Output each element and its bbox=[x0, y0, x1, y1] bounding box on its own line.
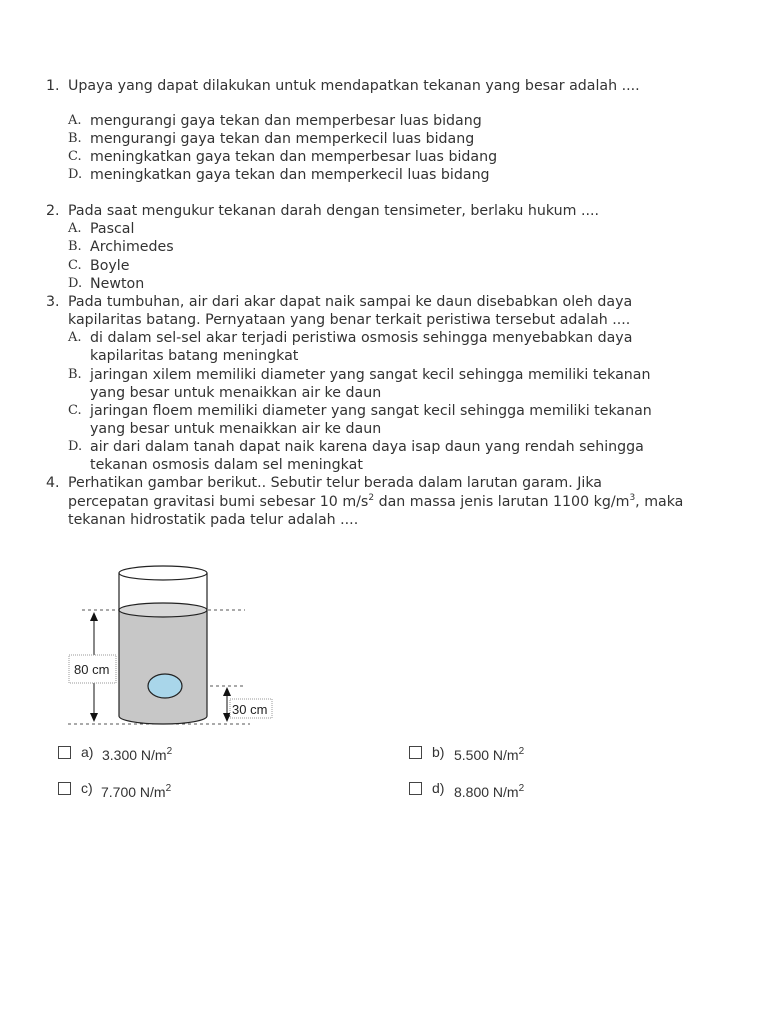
q3-option-b-line-1: jaringan xilem memiliki diameter yang sangat kecil sehingga memiliki tekanan bbox=[90, 367, 651, 383]
q3-option-d-letter: D. bbox=[68, 439, 83, 454]
q3-option-c-line-1: jaringan floem memiliki diameter yang sangat kecil sehingga memiliki tekanan bbox=[90, 403, 652, 419]
q2-option-c: Boyle bbox=[90, 258, 130, 274]
q1-option-c: meningkatkan gaya tekan dan memperbesar luas bidang bbox=[90, 149, 498, 165]
q2-option-d: Newton bbox=[90, 276, 145, 292]
question-4-text-line-3: tekanan hidrostatik pada telur adalah .... bbox=[68, 512, 359, 528]
q3-option-a-letter: A. bbox=[68, 330, 82, 345]
q3-option-d-line-1: air dari dalam tanah dapat naik karena daya isap daun yang rendah sehingga bbox=[90, 439, 644, 455]
q2-option-b: Archimedes bbox=[90, 239, 174, 255]
question-1-number: 1. bbox=[46, 78, 60, 94]
height-label: 80 cm bbox=[74, 662, 110, 677]
q3-option-b-line-2: yang besar untuk menaikkan air ke daun bbox=[90, 385, 382, 401]
question-3-text-line-1: Pada tumbuhan, air dari akar dapat naik sampai ke daun disebabkan oleh daya bbox=[68, 294, 633, 310]
question-4-number: 4. bbox=[46, 475, 60, 491]
q1-option-a: mengurangi gaya tekan dan memperbesar luas bidang bbox=[90, 113, 482, 129]
q3-option-c-line-2: yang besar untuk menaikkan air ke daun bbox=[90, 421, 382, 437]
q3-option-c-letter: C. bbox=[68, 403, 82, 418]
answer-b-checkbox[interactable] bbox=[409, 746, 422, 759]
q3-option-a-line-2: kapilaritas batang meningkat bbox=[90, 348, 299, 364]
egg-height-arrow-top-head bbox=[223, 687, 231, 696]
q3-option-b-letter: B. bbox=[68, 367, 82, 382]
q2-option-d-letter: D. bbox=[68, 276, 83, 291]
question-3-text-line-2: kapilaritas batang. Pernyataan yang benar terkait peristiwa tersebut adalah .... bbox=[68, 312, 631, 328]
q1-option-b-letter: B. bbox=[68, 131, 82, 146]
q2-option-a: Pascal bbox=[90, 221, 135, 237]
glass-rim bbox=[119, 566, 207, 580]
q3-option-a-line-1: di dalam sel-sel akar terjadi peristiwa osmosis sehingga menyebabkan daya bbox=[90, 330, 633, 346]
height-arrow-top-head bbox=[90, 612, 98, 621]
question-4-text-line-1: Perhatikan gambar berikut.. Sebutir telur berada dalam larutan garam. Jika bbox=[68, 475, 603, 491]
q2-option-b-letter: B. bbox=[68, 239, 82, 254]
q1-option-b: mengurangi gaya tekan dan memperkecil luas bidang bbox=[90, 131, 475, 147]
answer-c-letter: c) bbox=[81, 780, 93, 796]
beaker-figure bbox=[60, 560, 280, 732]
q3-option-d-line-2: tekanan osmosis dalam sel meningkat bbox=[90, 457, 363, 473]
answer-c-checkbox[interactable] bbox=[58, 782, 71, 795]
q1-option-d-letter: D. bbox=[68, 167, 83, 182]
height-arrow-bottom-head bbox=[90, 713, 98, 722]
answer-a-letter: a) bbox=[81, 744, 94, 760]
question-3-number: 3. bbox=[46, 294, 60, 310]
answer-c-value: 7.700 $N/m^2$ bbox=[101, 783, 172, 800]
question-2-text: Pada saat mengukur tekanan darah dengan tensimeter, berlaku hukum .... bbox=[68, 203, 600, 219]
answer-d-letter: d) bbox=[432, 780, 445, 796]
answer-a-checkbox[interactable] bbox=[58, 746, 71, 759]
answer-b-letter: b) bbox=[432, 744, 445, 760]
q1-option-a-letter: A. bbox=[68, 113, 82, 128]
q2-option-c-letter: C. bbox=[68, 258, 82, 273]
question-1-text: Upaya yang dapat dilakukan untuk mendapatkan tekanan yang besar adalah .... bbox=[68, 78, 640, 94]
q1-option-c-letter: C. bbox=[68, 149, 82, 164]
q2-option-a-letter: A. bbox=[68, 221, 82, 236]
liquid-surface bbox=[119, 603, 207, 617]
question-4-text-line-2: percepatan gravitasi bumi sebesar 10 $m/s^2$ dan massa jenis larutan 1100 $kg/m^3$, maka bbox=[68, 493, 684, 510]
answer-b-value: 5.500 $N/m^2$ bbox=[454, 746, 525, 763]
answer-a-value: 3.300 $N/m^2$ bbox=[102, 746, 173, 763]
egg bbox=[148, 674, 182, 698]
egg-height-label: 30 cm bbox=[232, 702, 268, 717]
answer-d-checkbox[interactable] bbox=[409, 782, 422, 795]
answer-d-value: 8.800 $N/m^2$ bbox=[454, 783, 525, 800]
q1-option-d: meningkatkan gaya tekan dan memperkecil luas bidang bbox=[90, 167, 490, 183]
question-2-number: 2. bbox=[46, 203, 60, 219]
